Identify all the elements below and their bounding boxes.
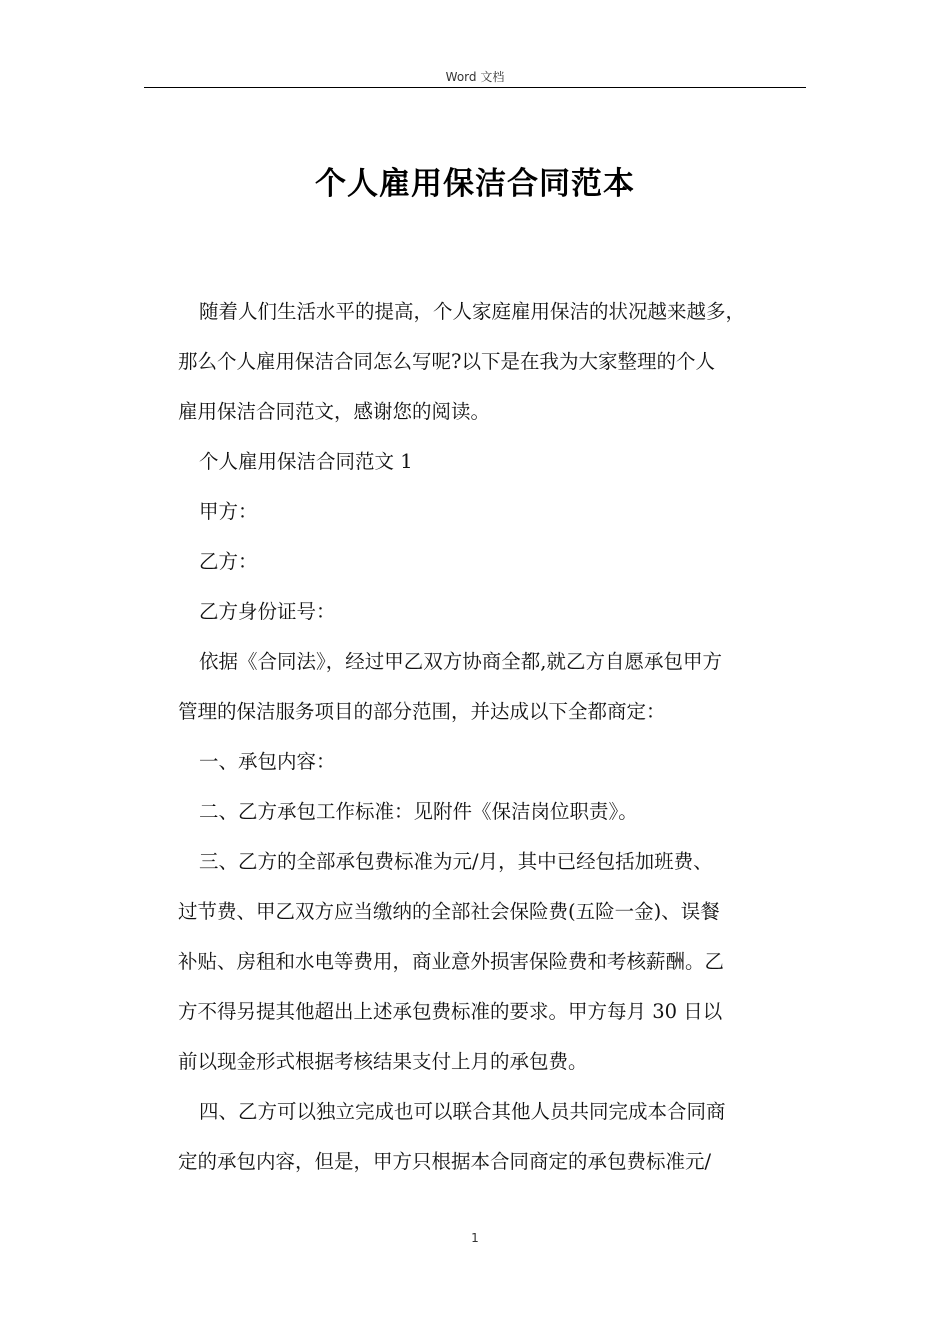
body-line: 甲方： — [199, 500, 258, 523]
body-line: 三、乙方的全部承包费标准为元/月，其中已经包括加班费、 — [199, 850, 713, 873]
body-line: 管理的保洁服务项目的部分范围，并达成以下全都商定： — [178, 700, 666, 723]
body-line: 依据《合同法》，经过甲乙双方协商全都,就乙方自愿承包甲方 — [199, 650, 722, 673]
body-line: 补贴、房租和水电等费用，商业意外损害保险费和考核薪酬。乙 — [178, 950, 725, 973]
body-line: 一、承包内容： — [199, 750, 336, 773]
header-rule — [144, 87, 806, 88]
body-line: 乙方： — [199, 550, 258, 573]
body-line: 雇用保洁合同范文，感谢您的阅读。 — [178, 400, 491, 423]
page-number: 1 — [471, 1231, 479, 1245]
body-line: 二、乙方承包工作标准：见附件《保洁岗位职责》。 — [199, 800, 638, 823]
document-title: 个人雇用保洁合同范本 — [315, 166, 635, 202]
body-line: 定的承包内容，但是，甲方只根据本合同商定的承包费标准元/ — [178, 1150, 712, 1173]
body-line: 前以现金形式根据考核结果支付上月的承包费。 — [178, 1050, 588, 1073]
body-line: 随着人们生活水平的提高，个人家庭雇用保洁的状况越来越多， — [199, 300, 746, 323]
page-header-label: Word 文档 — [445, 70, 505, 84]
body-line: 四、乙方可以独立完成也可以联合其他人员共同完成本合同商 — [199, 1100, 726, 1123]
document-body — [178, 287, 814, 1187]
body-line: 过节费、甲乙双方应当缴纳的全部社会保险费(五险一金)、误餐 — [178, 900, 720, 923]
body-line: 个人雇用保洁合同范文 1 — [199, 450, 413, 473]
body-line: 乙方身份证号： — [199, 600, 336, 623]
body-line: 方不得另提其他超出上述承包费标准的要求。甲方每月 30 日以 — [178, 1000, 723, 1023]
body-line: 那么个人雇用保洁合同怎么写呢?以下是在我为大家整理的个人 — [178, 350, 715, 373]
